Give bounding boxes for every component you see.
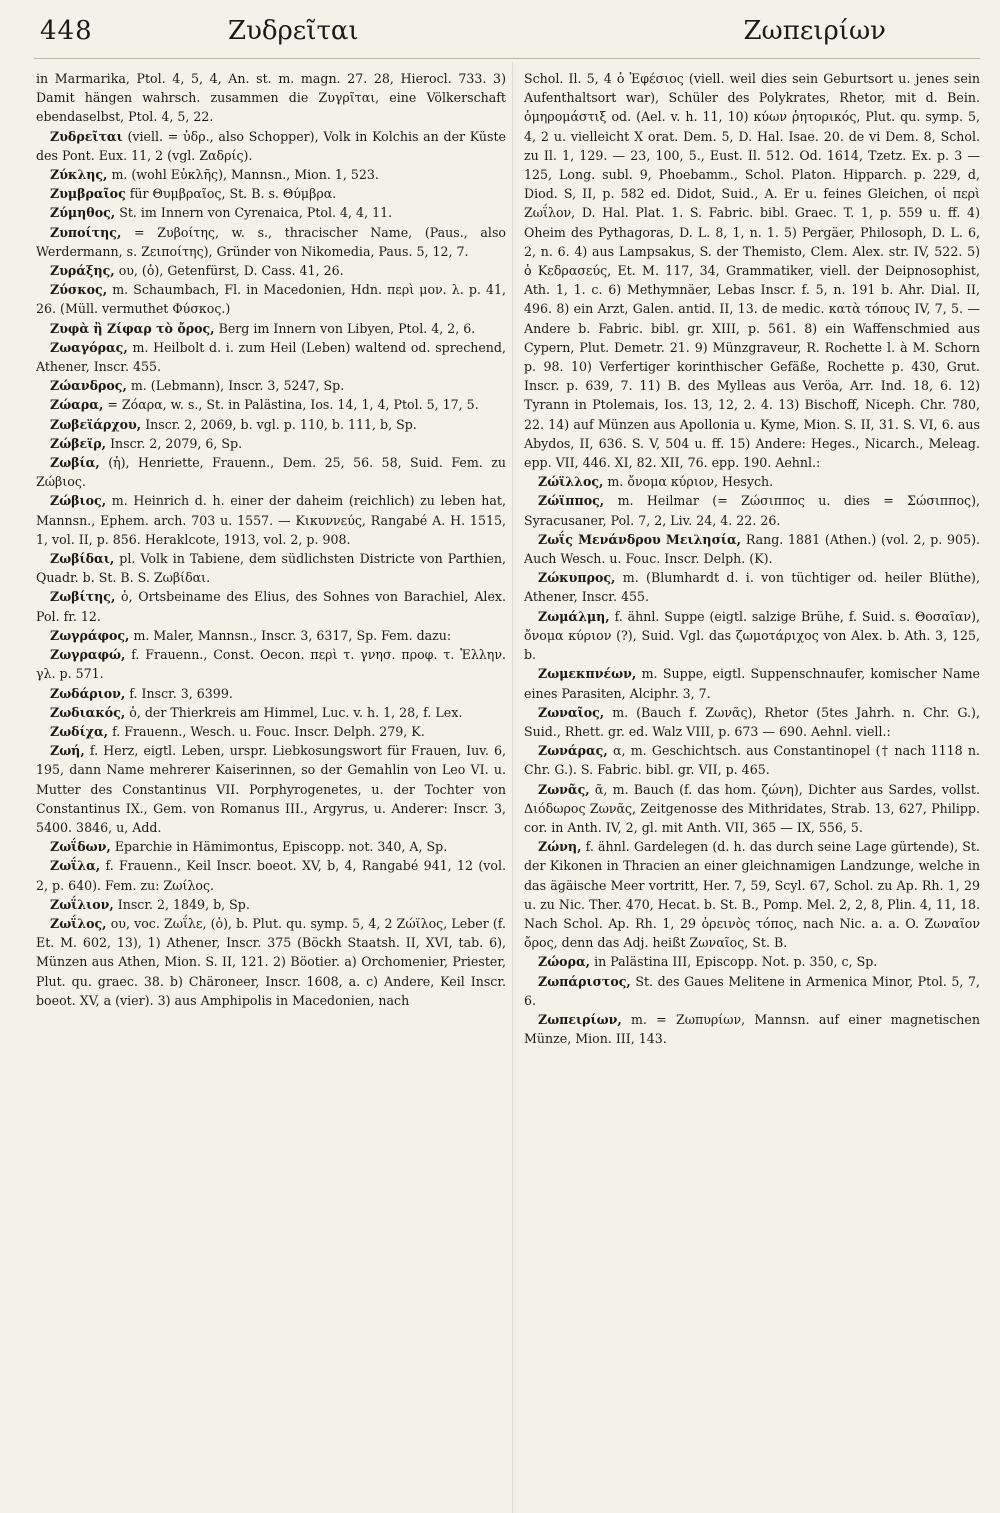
text-columns [34, 69, 980, 1048]
dictionary-entry [36, 626, 506, 645]
entry-headword: Ζωναῖος, [538, 704, 605, 720]
entry-text: α, m. Geschichtsch. aus Constantinopel († nach 1118 n. Chr. G.). S. Fabric. bibl. gr. VII, p. 465. [524, 743, 980, 778]
entry-text: m. Suppe, eigtl. Suppenschnaufer, komischer Name eines Parasiten, Alciphr. 3, 7. [524, 666, 980, 701]
entry-text: in Palästina III, Episcopp. Not. p. 350, c, Sp. [594, 954, 878, 970]
entry-text: m. = Ζωπυρίων, Mannsn. auf einer magnetischen Münze, Mion. III, 143. [524, 1011, 980, 1047]
dictionary-entry [36, 280, 506, 318]
dictionary-entry [524, 491, 980, 529]
dictionary-entry [524, 607, 980, 665]
dictionary-entry [524, 1010, 980, 1048]
entry-text: m. ὄνομα κύριον, Hesych. [607, 474, 774, 490]
entry-text: f. Herz, eigtl. Leben, urspr. Liebkosungswort für Frauen, Iuv. 6, 195, dann Name mehrerer Kaiserinnen, so der Gemahlin von Leo VI. u. Mutter des Constantinus VII. Porphyrogenetes, u. der Tochter von Constantinus IX., Gem. von Romanus III., Argyrus, u. Anderer: Inscr. 3, 5400. 3846, u, Add. [36, 743, 506, 835]
dictionary-entry [36, 549, 506, 587]
entry-headword: Ζωΐλος, [50, 915, 107, 931]
entry-text: St. im Innern von Cyrenaica, Ptol. 4, 4, 11. [119, 205, 393, 221]
entry-text: St. des Gaues Melitene in Armenica Minor, Ptol. 5, 7, 6. [524, 973, 980, 1008]
entry-text: m. Maler, Mannsn., Inscr. 3, 6317, Sp. Fem. dazu: [133, 627, 452, 643]
entry-text: = Ζυβοίτης, w. s., thracischer Name, (Paus., also Werdermann, s. Ζειποίτης), Gründer von Nikomedia, Paus. 5, 12, 7. [36, 224, 506, 259]
dictionary-entry [36, 338, 506, 376]
entry-text: m. (wohl Εὐκλῆς), Mannsn., Mion. 1, 523. [111, 167, 379, 183]
column-gutter [512, 62, 513, 1513]
entry-headword: Ζωβεϊάρχου, [50, 416, 142, 432]
entry-headword: Ζωδίχα, [50, 723, 109, 739]
right-column [524, 69, 980, 1048]
dictionary-entry [36, 376, 506, 395]
entry-headword: Ζύσκος, [50, 282, 108, 298]
entry-text: = Ζόαρα, w. s., St. in Palästina, Ios. 14, 1, 4, Ptol. 5, 17, 5. [107, 397, 479, 413]
dictionary-entry [36, 491, 506, 549]
entry-headword: Ζωΐς Μενάνδρου Μειλησία, [538, 531, 742, 547]
entry-text: m. (Lebmann), Inscr. 3, 5247, Sp. [130, 378, 345, 394]
page-header [34, 14, 980, 59]
entry-headword: Ζώανδρος, [50, 378, 127, 394]
entry-text: m. Schaumbach, Fl. in Macedonien, Hdn. περὶ μον. λ. p. 41, 26. (Müll. vermuthet Φύσκος.) [36, 282, 506, 317]
left-running-headword: Ζυδρεῖται [228, 16, 359, 46]
entry-headword: Ζώορα, [538, 954, 591, 970]
entry-headword: Ζύκλης, [50, 167, 108, 183]
entry-headword: Ζυράξης, [50, 263, 115, 279]
dictionary-entry [36, 856, 506, 894]
entry-headword: Ζωνάρας, [538, 743, 608, 759]
dictionary-entry [524, 741, 980, 779]
entry-text: f. Frauenn., Const. Oecon. περὶ τ. γνησ. προφ. τ. Ἑλλην. γλ. p. 571. [36, 647, 506, 682]
entry-headword: Ζωδιακός, [50, 704, 126, 720]
entry-headword: Ζώκυπρος, [538, 570, 616, 586]
entry-headword: Ζώαρα, [50, 397, 104, 413]
entry-headword: Ζωΐλα, [50, 858, 101, 874]
entry-text: Schol. Il. 5, 4 ὁ Ἐφέσιος (viell. weil dies sein Geburtsort u. jenes sein Aufenthaltsort war), Schüler des Polykrates, Rhetor, mit d. Bein. ὁμηρομάστιξ od. (Ael. v. h. 11, 10) κύων ῥητορικός, Plut. qu. symp. 5, 4, 2 u. vielleicht X orat. Dem. 5, D. Hal. Isae. 20. de vi Dem. 8, Schol. zu Il. 1, 129. — 23, 100, 5., Eust. Il. 512. Od. 1614, Tzetz. Ex. p. 3 — 125, Long. subl. 9, Phoebamm., Schol. Platon. Hipparch. p. 229, d, Diod. S, II, p. 582 ed. Didot, Suid., A. Er u. feines Gleichen, οἱ περὶ Ζωΐλον, D. Hal. Plat. 1. S. Fabric. bibl. Graec. T. 1, p. 559 u. ff. 4) Oheim des Pythagoras, D. L. 8, 1, n. 1. 5) Pergäer, Philosoph, D. L. 6, 2, n. 6. 4) aus Lampsakus, S. der Themisto, Clem. Alex. str. IV, 522. 5) ὁ Κεδρασεύς, Et. M. 117, 34, Grammatiker, viell. der Deipnosophist, Ath. 1, 1. c. 6) Methymnäer, Lebas Inscr. f. 5, n. 191 b. Ahr. Dial. II, 496. 8) ein Arzt, Galen. antid. II, 13. de medic. κατὰ τόπους IV, 7, 5. — Andere b. Fabric. bibl. gr. XIII, p. 561. 8) ein Waffenschmied aus Cypern, Plut. Demetr. 21. 9) Münzgraveur, R. Rochette l. à M. Schorn p. 98. 10) Verfertiger korinthischer Gefäße, Rochette p. 430, Grut. Inscr. p. 639, 7. 11) B. des Mylleas aus Veröa, Arr. Ind. 18, 6. 12) Tyrann in Ptolemais, Ios. 13, 12, 2. 4. 13) Bischoff, Niceph. Chr. 780, 22. 14) auf Münzen aus Apollonia u. Kyme, Mion. S. II, 31. S. VI, 6. aus Abydos, II, 636. S. V, 504 u. ff. 15) Andere: Heges., Nicarch., Meleag. epp. VII, 446. XI, 82. XII, 76. epp. 190. Aehnl.: [524, 71, 980, 471]
entry-headword: Ζώϊππος, [538, 493, 605, 509]
right-running-headword: Ζωπειρίων [743, 16, 886, 46]
entry-headword: Ζωπάριστος, [538, 973, 631, 989]
dictionary-entry [36, 184, 506, 203]
dictionary-entry [524, 472, 980, 491]
dictionary-entry [524, 837, 980, 952]
dictionary-entry [36, 645, 506, 683]
dictionary-entry [36, 69, 506, 127]
dictionary-entry [524, 69, 980, 472]
dictionary-entry [36, 453, 506, 491]
entry-text: f. Frauenn., Wesch. u. Fouc. Inscr. Delph. 279, K. [112, 723, 425, 739]
dictionary-entry [36, 203, 506, 222]
entry-headword: Ζυδρεῖται [50, 128, 123, 144]
entry-text: f. Inscr. 3, 6399. [129, 685, 233, 701]
dictionary-entry [36, 223, 506, 261]
entry-text: Rang. 1881 (Athen.) (vol. 2, p. 905). Auch Wesch. u. Fouc. Inscr. Delph. (K). [524, 531, 980, 567]
entry-headword: Ζυφὰ ἢ Ζίφαρ τὸ ὄρος, [50, 320, 215, 336]
entry-text: m. Heilmar (= Ζώσιππος u. dies = Σώσιππος), Syracusaner, Pol. 7, 2, Liv. 24, 4. 22. 26. [524, 493, 980, 528]
entry-text: m. (Blumhardt d. i. von tüchtiger od. heiler Blüthe), Athener, Inscr. 455. [524, 570, 980, 605]
entry-text: m. (Bauch f. Ζωνᾶς), Rhetor (5tes Jahrh. n. Chr. G.), Suid., Rhett. gr. ed. Walz VIII, p. 673 — 690. Aehnl. viell.: [524, 704, 980, 739]
dictionary-entry [36, 415, 506, 434]
entry-text: ὁ, der Thierkreis am Himmel, Luc. v. h. 1, 28, f. Lex. [129, 704, 463, 720]
entry-headword: Ζωνᾶς, [538, 781, 590, 797]
entry-headword: Ζωβίτης, [50, 589, 116, 605]
entry-text: ὁ, Ortsbeiname des Elius, des Sohnes von Barachiel, Alex. Pol. fr. 12. [36, 589, 506, 624]
dictionary-entry [36, 722, 506, 741]
entry-headword: Ζώϊλλος, [538, 474, 604, 490]
entry-headword: Ζωγράφος, [50, 627, 130, 643]
entry-headword: Ζώβιος, [50, 493, 107, 509]
dictionary-entry [36, 434, 506, 453]
entry-headword: Ζωμεκπνέων, [538, 666, 637, 682]
dictionary-entry [36, 895, 506, 914]
entry-headword: Ζωγραφώ, [50, 647, 126, 663]
page-number: 448 [40, 16, 93, 46]
dictionary-entry [36, 165, 506, 184]
entry-headword: Ζωπειρίων, [538, 1011, 622, 1027]
entry-headword: Ζυποίτης, [50, 224, 122, 240]
entry-text: (viell. = ὑδρ., also Schopper), Volk in Kolchis an der Küste des Pont. Eux. 11, 2 (vgl. Ζαδρίς). [36, 128, 506, 163]
entry-headword: Ζωΐλιον, [50, 896, 114, 912]
entry-text: für Θυμβραῖος, St. B. s. Θύμβρα. [129, 186, 337, 202]
entry-headword: Ζώβεϊρ, [50, 435, 107, 451]
dictionary-entry [36, 684, 506, 703]
dictionary-entry [36, 703, 506, 722]
dictionary-entry [524, 664, 980, 702]
entry-headword: Ζωή, [50, 743, 85, 759]
dictionary-entry [524, 703, 980, 741]
dictionary-entry [36, 261, 506, 280]
entry-text: m. Heilbolt d. i. zum Heil (Leben) waltend od. sprechend, Athener, Inscr. 455. [36, 339, 506, 375]
entry-text: Inscr. 2, 1849, b, Sp. [117, 896, 250, 912]
entry-headword: Ζωΐδων, [50, 839, 111, 855]
entry-headword: Ζωβία, [50, 455, 100, 471]
entry-text: f. ähnl. Gardelegen (d. h. das durch seine Lage gürtende), St. der Kikonen in Thracien an einer gleichnamigen Landzunge, welche in das ägäische Meer vortritt, Her. 7, 59, Scyl. 67, Schol. zu Ap. Rh. 1, 29 u. zu Nic. Ther. 470, Hecat. b. St. B., Pomp. Mel. 2, 2, 8, Plin. 4, 11, 18. Nach Schol. Ap. Rh. 1, 29 ὀρεινὸς τόπος, nach Nic. a. a. O. Ζωναῖον ὄρος, denn das Adj. heißt Ζωναῖος, St. B. [524, 839, 980, 951]
entry-text: in Marmarika, Ptol. 4, 5, 4, An. st. m. magn. 27. 28, Hierocl. 733. 3) Damit hängen wahrsch. zusammen die Ζυγρῖται, eine Völkerschaft ebendaselbst, Ptol. 4, 5, 22. [36, 71, 506, 125]
entry-text: (ἡ), Henriette, Frauenn., Dem. 25, 56. 58, Suid. Fem. zu Ζώβιος. [36, 455, 506, 490]
left-column [34, 69, 506, 1048]
dictionary-entry [36, 127, 506, 165]
entry-text: Eparchie in Hämimontus, Episcopp. not. 340, A, Sp. [114, 839, 448, 855]
entry-headword: Ζωδάριον, [50, 685, 126, 701]
entry-text: f. Frauenn., Keil Inscr. boeot. XV, b, 4, Rangabé 941, 12 (vol. 2, p. 640). Fem. zu: Ζωίλος. [36, 858, 506, 893]
dictionary-entry [524, 972, 980, 1010]
dictionary-entry [36, 587, 506, 625]
entry-text: f. ähnl. Suppe (eigtl. salzige Brühe, f. Suid. s. Θοσαῖαν), ὄνομα κύριον (?), Suid. Vgl. das ζωμοτάριχος von Alex. b. Ath. 3, 125, b. [524, 608, 980, 663]
dictionary-entry [524, 952, 980, 971]
entry-text: Inscr. 2, 2069, b. vgl. p. 110, b. 111, b, Sp. [145, 416, 417, 432]
dictionary-entry [36, 914, 506, 1010]
entry-headword: Ζωαγόρας, [50, 339, 128, 355]
dictionary-entry [524, 568, 980, 606]
entry-text: Berg im Innern von Libyen, Ptol. 4, 2, 6. [218, 320, 476, 336]
entry-text: pl. Volk in Tabiene, dem südlichsten Districte von Parthien, Quadr. b. St. B. S. Ζωβίδαι. [36, 551, 506, 586]
dictionary-entry [36, 741, 506, 837]
dictionary-entry [524, 530, 980, 568]
dictionary-entry [36, 319, 506, 338]
entry-headword: Ζυμβραῖος [50, 186, 126, 202]
dictionary-entry [36, 837, 506, 856]
entry-text: ου, (ὁ), Getenfürst, D. Cass. 41, 26. [118, 263, 344, 279]
entry-text: Inscr. 2, 2079, 6, Sp. [110, 435, 243, 451]
entry-text: ᾶ, m. Bauch (f. das hom. ζώνη), Dichter aus Sardes, vollst. Διόδωρος Ζωνᾶς, Zeitgenosse des Mithridates, Strab. 13, 627, Philipp. cor. in Anth. IV, 2, gl. mit Anth. VII, 365 — IX, 556, 5. [524, 781, 980, 835]
dictionary-entry [524, 780, 980, 838]
entry-headword: Ζύμηθος, [50, 205, 116, 221]
entry-headword: Ζωβίδαι, [50, 551, 115, 567]
entry-text: ου, voc. Ζωΐλε, (ὁ), b. Plut. qu. symp. 5, 4, 2 Ζώϊλος, Leber (f. Et. M. 602, 13), 1) Athener, Inscr. 375 (Böckh Staatsh. II, XVI, tab. 6), Münzen aus Athen, Mion. S. II, 121. 2) Böotier. a) Orchomenier, Priester, Plut. qu. graec. 38. b) Chäroneer, Inscr. 1608, a. c) Andere, Keil Inscr. boeot. XV, a (vier). 3) aus Amphipolis in Macedonien, nach [36, 915, 506, 1008]
entry-headword: Ζώνη, [538, 839, 582, 855]
entry-text: m. Heinrich d. h. einer der daheim (reichlich) zu leben hat, Mannsn., Ephem. arch. 703 u. 1557. — Κικυννεύς, Rangabé A. H. 1515, 1, vol. II, p. 856. Heraklcote, 1913, vol. 2, p. 908. [36, 493, 506, 547]
entry-headword: Ζωμάλμη, [538, 608, 610, 624]
dictionary-entry [36, 395, 506, 414]
